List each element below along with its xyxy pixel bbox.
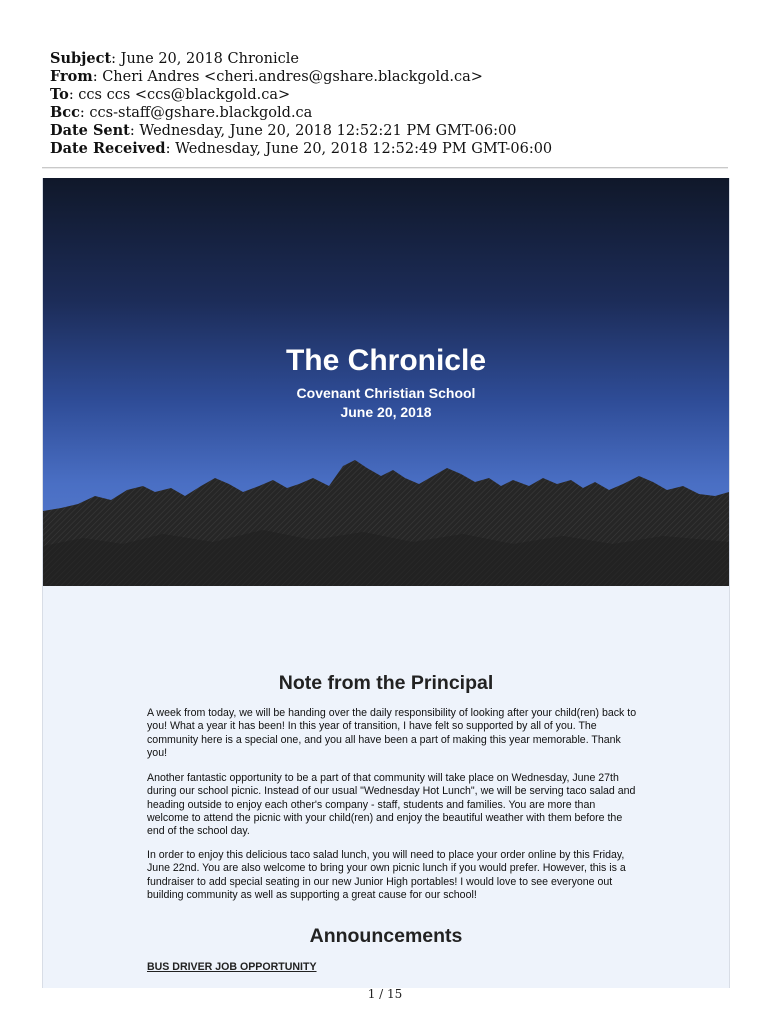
announcements-heading: Announcements bbox=[309, 925, 463, 947]
date-sent-value: : Wednesday, June 20, 2018 12:52:21 PM GMT-06:00 bbox=[129, 123, 517, 139]
principal-paragraph-2: Another fantastic opportunity to be a part of that community will take place on Wednesday, June 27th during our school picnic. Instead of our usual "Wednesday Hot Lunch", we will be serving taco salad and heading outside to enjoy each other's company - staff, students and families. You are more than welcome to attend the picnic with your child(ren) and enjoy the beautiful weather with them before the end of the school day. bbox=[147, 772, 636, 838]
school-name: Covenant Christian School bbox=[296, 385, 476, 401]
newsletter-body[interactable] bbox=[42, 178, 730, 988]
header-divider bbox=[42, 167, 728, 168]
to-label: To bbox=[50, 86, 69, 103]
date-received-label: Date Received bbox=[50, 140, 166, 157]
principal-paragraph-3: In order to enjoy this delicious taco salad lunch, you will need to place your order online by this Friday, June 22nd. You are also welcome to bring your own picnic lunch if you would prefer. However, this is a fundraiser to add special seating in our new Junior High portables! I would love to see everyone out building community as well as supporting a great cause for our school! bbox=[147, 849, 626, 901]
from-label: From bbox=[50, 68, 93, 85]
from-row bbox=[50, 68, 552, 86]
to-row bbox=[50, 86, 552, 104]
newsletter-date: June 20, 2018 bbox=[340, 404, 432, 420]
date-sent-label: Date Sent bbox=[50, 122, 130, 139]
principal-paragraph-1: A week from today, we will be handing over the daily responsibility of looking after your child(ren) back to you! What a year it has been! In this year of transition, I have felt so supported by all of you. The community here is a special one, and you all have been a part of making this year memorable. Thank you! bbox=[147, 707, 637, 759]
email-headers bbox=[50, 50, 552, 158]
bcc-label: Bcc bbox=[50, 104, 80, 121]
principal-note-heading: Note from the Principal bbox=[278, 672, 494, 694]
subject-label: Subject bbox=[50, 50, 112, 67]
bcc-row bbox=[50, 104, 552, 122]
newsletter-title: The Chronicle bbox=[285, 344, 487, 377]
date-received-value: : Wednesday, June 20, 2018 12:52:49 PM GMT-06:00 bbox=[165, 141, 553, 157]
subject-value: : June 20, 2018 Chronicle bbox=[111, 51, 299, 67]
bcc-value: : ccs-staff@gshare.blackgold.ca bbox=[79, 105, 313, 121]
date-sent-row bbox=[50, 122, 552, 140]
date-received-row bbox=[50, 140, 552, 158]
to-value: : ccs ccs <ccs@blackgold.ca> bbox=[68, 87, 291, 103]
bus-driver-job-link[interactable]: BUS DRIVER JOB OPPORTUNITY bbox=[147, 961, 317, 973]
chronicle-banner bbox=[43, 178, 729, 586]
from-value: : Cheri Andres <cheri.andres@gshare.blackgold.ca> bbox=[92, 69, 483, 85]
mountain-silhouette-image bbox=[43, 456, 729, 586]
page-indicator: 1 / 15 bbox=[367, 987, 403, 1001]
subject-row bbox=[50, 50, 552, 68]
